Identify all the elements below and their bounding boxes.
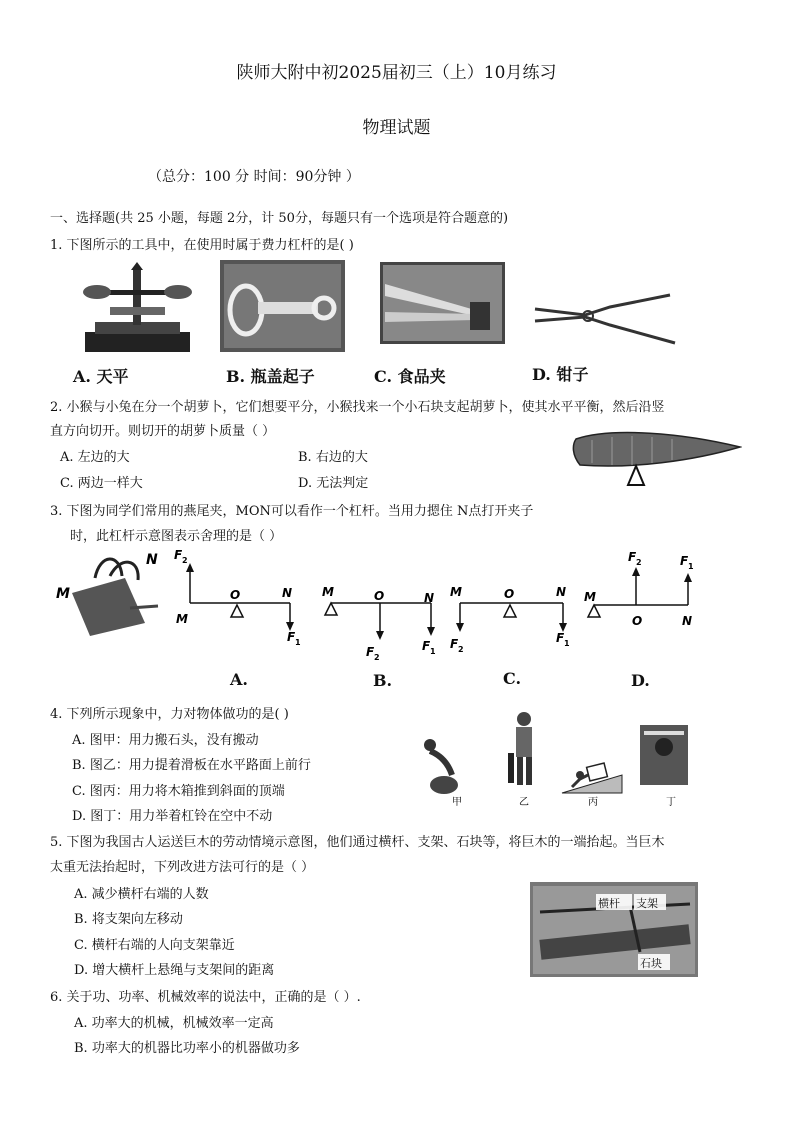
q6-option-a[interactable]: A. 功率大的机械，机械效率一定高 <box>74 1016 274 1031</box>
q2-option-d[interactable]: D. 无法判定 <box>298 476 369 491</box>
q4-option-c[interactable]: C. 图丙：用力将木箱推到斜面的顶端 <box>72 784 285 799</box>
q5-option-a[interactable]: A. 减少横杆右端的人数 <box>74 887 209 902</box>
lever-diagram-d <box>580 545 705 630</box>
b-f2-sub: 2 <box>374 653 380 662</box>
exam-subject: 物理试题 <box>362 118 431 138</box>
a-o-label: O <box>230 588 241 602</box>
q2-stem-line2: 直方向切开。则切开的胡萝卜质量（ ） <box>50 424 276 439</box>
a-f2-sub: 2 <box>182 556 188 565</box>
q2-stem-line1: 2. 小猴与小兔在分一个胡萝卜，它们想要平分，小猴找来一个小石块支起胡萝卜，使其水平平衡，然后沿竖 <box>50 400 665 415</box>
a-m-label: M <box>176 612 188 626</box>
carrot-on-stone-image <box>572 425 742 487</box>
q1-option-b[interactable]: B. 瓶盖起子 <box>226 367 315 386</box>
q2-option-c[interactable]: C. 两边一样大 <box>60 476 143 491</box>
d-f2-sub: 2 <box>636 558 642 567</box>
q1-option-c[interactable]: C. 食品夹 <box>374 367 446 386</box>
b-f1-sub: 1 <box>430 647 436 656</box>
a-n-label: N <box>282 586 293 600</box>
a-f1-label: F <box>287 630 296 644</box>
exam-meta: （总分：100 分 时间：90分钟 ） <box>148 169 360 185</box>
q1-option-d[interactable]: D. 钳子 <box>532 365 589 384</box>
q4-option-b[interactable]: B. 图乙：用力提着滑板在水平路面上前行 <box>72 758 311 773</box>
q1-option-a[interactable]: A. 天平 <box>73 367 129 386</box>
d-f2-label: F <box>628 550 637 564</box>
q6-option-b[interactable]: B. 功率大的机器比功率小的机器做功多 <box>74 1041 300 1056</box>
c-f1-label: F <box>556 631 565 645</box>
food-tongs-image <box>380 262 505 344</box>
scene-yi-figure <box>508 712 532 785</box>
q2-option-a[interactable]: A. 左边的大 <box>60 450 130 465</box>
clip-label-m: M <box>56 586 70 602</box>
lever-diagram-c <box>448 578 583 663</box>
scene-jia-figure <box>424 739 458 794</box>
q3-option-d[interactable]: D. <box>631 671 650 690</box>
c-f2-label: F <box>450 637 459 651</box>
giant-log-scene-image <box>530 882 698 977</box>
b-f2-label: F <box>366 645 375 659</box>
c-o-label: O <box>504 587 515 601</box>
q5-stem-line1: 5. 下图为我国古人运送巨木的劳动情境示意图，他们通过横杆、支架、石块等，将巨木的一端抬起。当巨木 <box>50 835 665 850</box>
scene-bing-figure <box>562 763 622 793</box>
q3-stem-line2: 时，此杠杆示意图表示舍理的是（ ） <box>70 529 283 544</box>
exam-title: 陕师大附中初2025届初三（上）10月练习 <box>236 63 557 83</box>
label-shikuai: 石块 <box>640 957 662 970</box>
q5-option-b[interactable]: B. 将支架向左移动 <box>74 912 183 927</box>
label-zhijia: 支架 <box>636 897 658 910</box>
d-f1-label: F <box>680 554 689 568</box>
d-n-label: N <box>682 614 693 628</box>
scene-yi-label: 乙 <box>519 797 529 808</box>
a-f1-sub: 1 <box>295 638 301 647</box>
d-o-label: O <box>632 614 643 628</box>
q3-option-b[interactable]: B. <box>373 671 393 690</box>
q5-option-d[interactable]: D. 增大横杆上悬绳与支架间的距离 <box>74 963 275 978</box>
d-m-label: M <box>584 590 596 604</box>
q3-option-c[interactable]: C. <box>503 669 522 688</box>
clip-label-n: N <box>146 552 158 568</box>
q4-option-a[interactable]: A. 图甲：用力搬石头，没有搬动 <box>72 733 259 748</box>
q1-stem: 1. 下图所示的工具中，在使用时属于费力杠杆的是( ) <box>50 238 354 253</box>
binder-clip-image <box>50 548 170 643</box>
b-o-label: O <box>374 589 385 603</box>
c-f2-sub: 2 <box>458 645 464 654</box>
pliers-image <box>530 285 680 345</box>
scene-bing-label: 丙 <box>588 797 598 808</box>
b-n-label: N <box>424 591 435 605</box>
scene-ding-label: 丁 <box>666 797 676 808</box>
q5-stem-line2: 太重无法抬起时，下列改进方法可行的是（ ） <box>50 860 315 875</box>
q4-option-d[interactable]: D. 图丁：用力举着杠铃在空中不动 <box>72 809 273 824</box>
q2-option-b[interactable]: B. 右边的大 <box>298 450 368 465</box>
balance-scale-image <box>75 262 200 357</box>
scene-ding-figure <box>640 725 688 785</box>
q3-stem-line1: 3. 下图为同学们常用的燕尾夹，MON可以看作一个杠杆。当用力摁住 N点打开夹子 <box>50 504 534 519</box>
q4-stem: 4. 下列所示现象中，力对物体做功的是( ) <box>50 707 289 722</box>
b-m-label: M <box>322 585 334 599</box>
scene-jia-label: 甲 <box>452 797 462 808</box>
c-f1-sub: 1 <box>564 639 570 648</box>
lever-diagram-a <box>170 545 310 650</box>
section-heading: 一、选择题(共 25 小题，每题 2分，计 50分，每题只有一个选项是符合题意的) <box>50 211 509 226</box>
q6-stem: 6. 关于功、功率、机械效率的说法中，正确的是（ ）. <box>50 990 361 1005</box>
label-hengan: 横杆 <box>598 897 620 910</box>
a-f2-label: F <box>174 548 183 562</box>
bottle-opener-image <box>220 260 345 352</box>
q3-option-a[interactable]: A. <box>230 670 248 689</box>
q5-option-c[interactable]: C. 横杆右端的人向支架靠近 <box>74 938 235 953</box>
d-f1-sub: 1 <box>688 562 694 571</box>
lever-diagram-b <box>318 578 448 663</box>
b-f1-label: F <box>422 639 431 653</box>
c-n-label: N <box>556 585 567 599</box>
work-scenes-image <box>412 705 697 810</box>
c-m-label: M <box>450 585 462 599</box>
